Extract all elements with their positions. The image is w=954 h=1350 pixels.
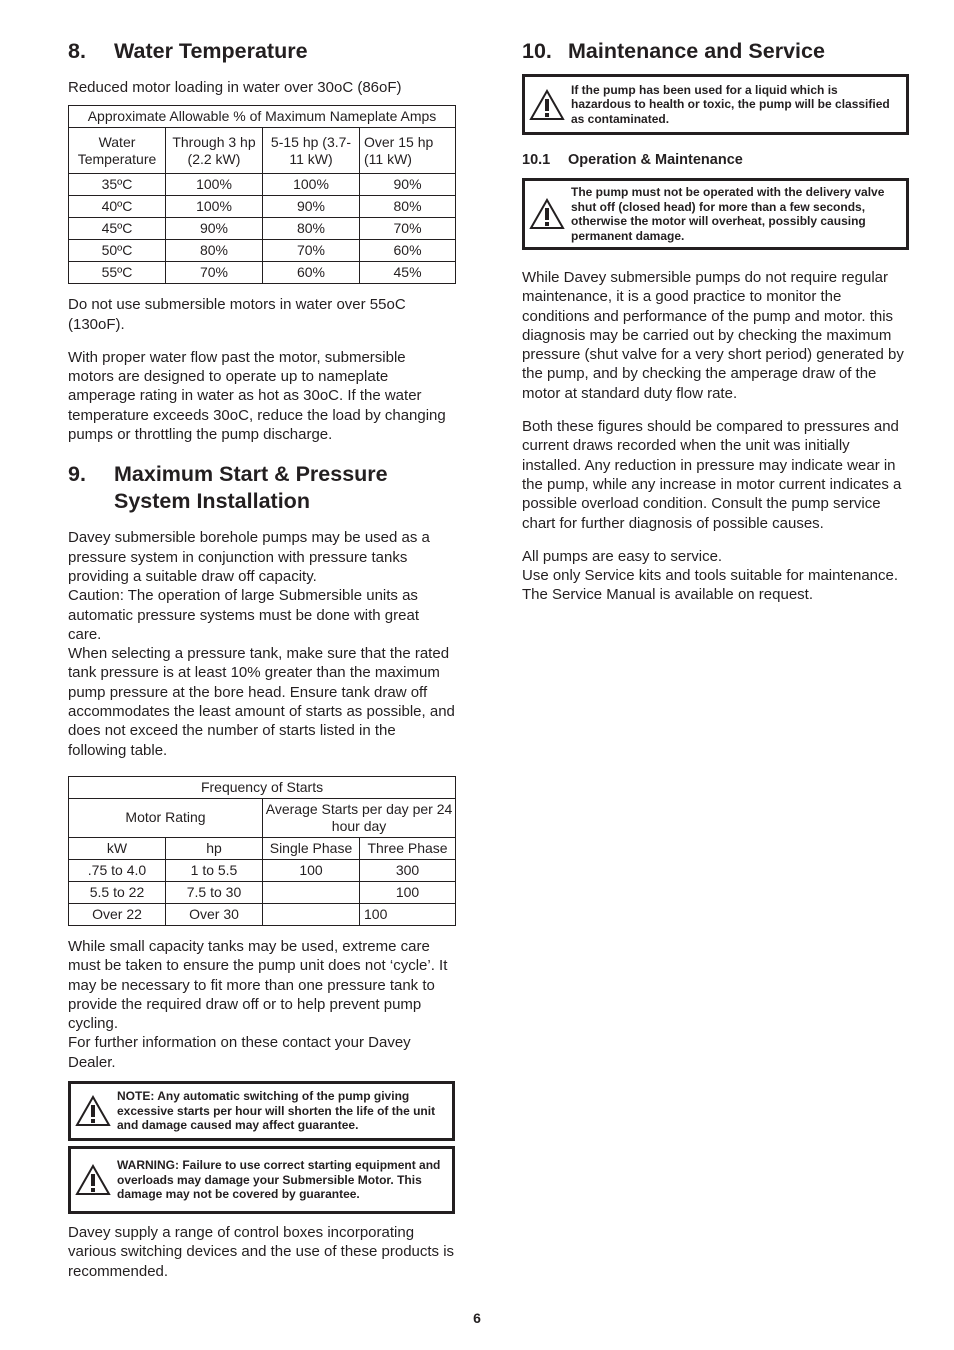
warning-triangle-icon <box>525 89 569 121</box>
warning-triangle-icon <box>525 198 569 230</box>
table-row <box>69 903 456 925</box>
paragraph: The Service Manual is available on request. <box>522 586 813 604</box>
section-8-heading <box>68 38 455 65</box>
paragraph: While Davey submersible pumps do not require regular maintenance, it is a good practice to monitor the conditions and performance of the pump and motor. this diagnosis may be carried out by checking the maximum pressure (shut valve for a very short period) generated by the pump, and by checking the amperage draw of the motor at standard duty flow rate. <box>522 269 904 402</box>
paragraph: Do not use submersible motors in water over 55oC (130oF). <box>68 296 406 333</box>
table-header: Water Temperature <box>69 128 166 174</box>
paragraph: For further information on these contact your Davey Dealer. <box>68 1034 411 1071</box>
paragraph: Reduced motor loading in water over 30oC (86oF) <box>68 79 402 96</box>
table-header: Three Phase <box>360 837 456 859</box>
table-header: kW <box>69 837 166 859</box>
table-cell <box>263 881 360 903</box>
page-number: 6 <box>473 1310 481 1326</box>
paragraph: Davey submersible borehole pumps may be used as a pressure system in conjunction with pressure tanks providing a suitable draw off capacity. <box>68 529 430 585</box>
table-cell: 60% <box>263 262 360 284</box>
table-header: Motor Rating <box>69 798 263 837</box>
paragraph: Caution: The operation of large Submersible units as automatic pressure systems must be done with great care. <box>68 587 419 643</box>
table-cell: 80% <box>263 218 360 240</box>
table-cell: 35ºC <box>69 174 166 196</box>
table-cell: 100 <box>263 859 360 881</box>
table-cell: 60% <box>360 240 456 262</box>
table-cell: Over 30 <box>166 903 263 925</box>
table-row <box>69 240 456 262</box>
paragraph: When selecting a pressure tank, make sure that the rated tank pressure is at least 10% greater than the maximum pump pressure at the bore head. Ensure tank draw off accommodates the least amount of starts as possible, and does not exceed the number of starts listed in the following table. <box>68 645 455 759</box>
table-header: hp <box>166 837 263 859</box>
table-cell: 100% <box>263 174 360 196</box>
table-row <box>69 881 456 903</box>
table-cell: 100% <box>166 174 263 196</box>
paragraph: All pumps are easy to service. <box>522 547 723 565</box>
subsection-title: Operation & Maintenance <box>568 152 743 168</box>
table-cell: 70% <box>360 218 456 240</box>
table-header: 5-15 hp (3.7-11 kW) <box>263 128 360 174</box>
table-caption: Frequency of Starts <box>69 776 456 798</box>
table-cell: 80% <box>360 196 456 218</box>
amps-table <box>68 105 456 284</box>
paragraph: While small capacity tanks may be used, extreme care must be taken to ensure the pump unit does not ‘cycle’. It may be necessary to fit more than one pressure tank to provide the required draw off or to help prevent pump cycling. <box>68 937 448 1033</box>
note-text: NOTE: Any automatic switching of the pump giving excessive starts per hour will shorten the life of the unit and damage caused may affect guarantee. <box>117 1089 436 1133</box>
section-title-line: Maximum Start & Pressure <box>114 462 388 487</box>
table-cell: Over 22 <box>69 903 166 925</box>
section-title: Water Temperature <box>114 39 308 63</box>
section-title-line: System Installation <box>114 489 310 514</box>
table-cell: 7.5 to 30 <box>166 881 263 903</box>
table-row <box>69 262 456 284</box>
table-header: Over 15 hp (11 kW) <box>360 128 456 174</box>
table-cell: 90% <box>263 196 360 218</box>
warning-text: The pump must not be operated with the delivery valve shut off (closed head) for more than a few seconds, otherwise the motor will overheat, possibly causing permanent damage. <box>571 185 885 243</box>
paragraph: With proper water flow past the motor, submersible motors are designed to operate up to nameplate amperage rating in water as hot as 30oC. If the water temperature exceeds 30oC, reduce the load by changing pumps or throttling the pump discharge. <box>68 348 446 444</box>
warning-triangle-icon <box>71 1095 115 1127</box>
warning-box <box>68 1146 455 1214</box>
table-row <box>69 174 456 196</box>
table-cell: 50ºC <box>69 240 166 262</box>
table-cell: 300 <box>360 859 456 881</box>
table-cell: 100 <box>360 881 456 903</box>
table-cell: 80% <box>166 240 263 262</box>
table-cell: 70% <box>166 262 263 284</box>
table-cell: 40ºC <box>69 196 166 218</box>
table-header: Single Phase <box>263 837 360 859</box>
table-cell: 45% <box>360 262 456 284</box>
contamination-warning-box <box>522 74 909 135</box>
subsection-number: 10.1 <box>522 152 551 168</box>
table-header: Through 3 hp (2.2 kW) <box>166 128 263 174</box>
table-cell: 45ºC <box>69 218 166 240</box>
warning-text: If the pump has been used for a liquid which is hazardous to health or toxic, the pump will be classified as contaminated. <box>571 82 890 126</box>
table-row <box>69 196 456 218</box>
table-cell: 1 to 5.5 <box>166 859 263 881</box>
section-number: 8. <box>68 39 86 63</box>
operation-warning-box <box>522 178 909 250</box>
subsection-heading <box>522 152 909 168</box>
table-cell: .75 to 4.0 <box>69 859 166 881</box>
note-box <box>68 1081 455 1141</box>
table-row <box>69 218 456 240</box>
table-cell: 70% <box>263 240 360 262</box>
table-cell: 90% <box>166 218 263 240</box>
table-cell: 55ºC <box>69 262 166 284</box>
table-header: Average Starts per day per 24 hour day <box>263 798 456 837</box>
left-column <box>68 38 455 1281</box>
table-cell: 100% <box>166 196 263 218</box>
section-number: 9. <box>68 462 86 487</box>
right-column <box>522 38 909 605</box>
warning-text: WARNING: Failure to use correct starting equipment and overloads may damage your Submersible Motor. This damage may not be covered by guarantee. <box>117 1158 441 1202</box>
section-10-heading <box>522 38 909 65</box>
paragraph: Use only Service kits and tools suitable for maintenance. <box>522 567 899 585</box>
section-9-heading <box>68 461 455 515</box>
section-number: 10. <box>522 39 552 63</box>
starts-table <box>68 776 456 926</box>
paragraph: Davey supply a range of control boxes incorporating various switching devices and the use of these products is recommended. <box>68 1224 455 1280</box>
table-cell: 100 <box>360 903 456 925</box>
paragraph: Both these figures should be compared to pressures and current draws recorded when the unit was initially installed. Any reduction in pressure may indicate wear in the pump, while any increase in motor current indicates a possible overload condition. Consult the pump service chart for further diagnosis of possible causes. <box>522 418 902 532</box>
section-title <box>114 461 388 515</box>
table-row <box>69 859 456 881</box>
table-cell: 5.5 to 22 <box>69 881 166 903</box>
table-caption: Approximate Allowable % of Maximum Nameplate Amps <box>69 106 456 128</box>
warning-triangle-icon <box>71 1164 115 1196</box>
section-title: Maintenance and Service <box>568 39 825 63</box>
table-cell: 90% <box>360 174 456 196</box>
table-cell <box>263 903 360 925</box>
